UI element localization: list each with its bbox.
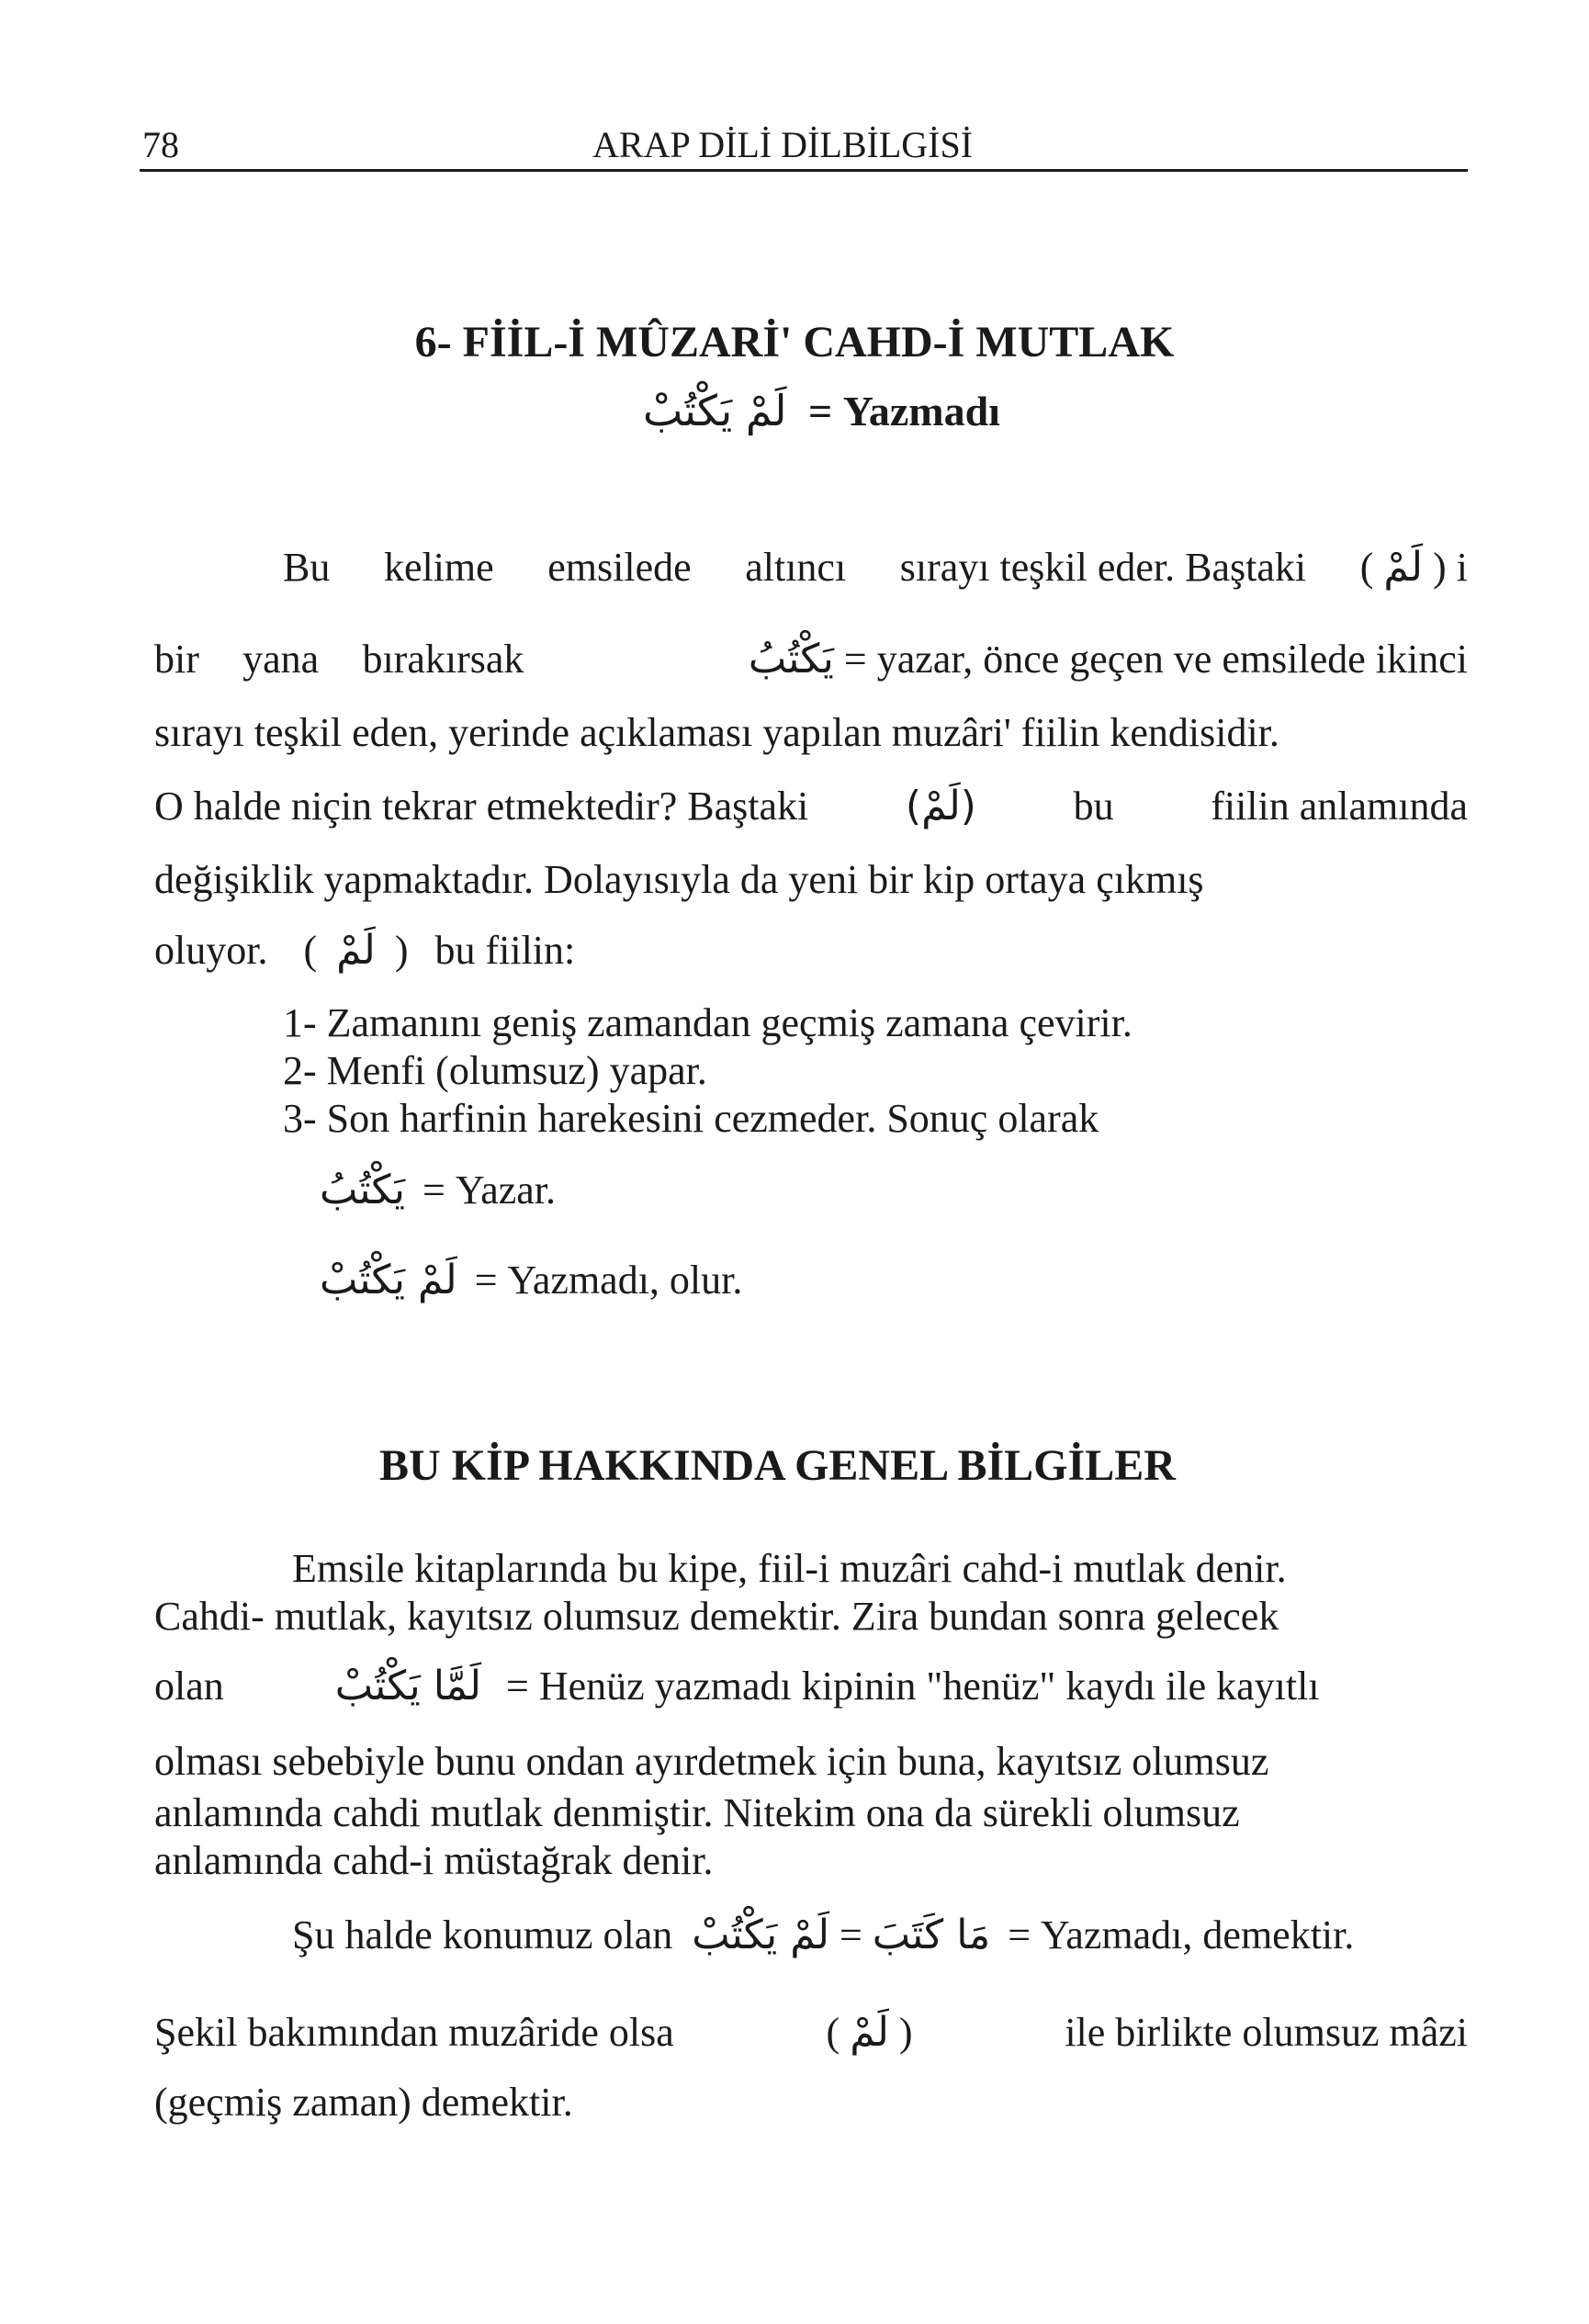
text-run: kelime <box>383 545 494 590</box>
para3-line3: (geçmiş zaman) demektir. <box>154 2080 573 2125</box>
text-run: O halde niçin tekrar etmektedir? Baştaki <box>154 784 809 829</box>
text-run: ile birlikte olumsuz mâzi <box>1065 2010 1468 2055</box>
text-run: Bu <box>283 545 331 590</box>
running-title: ARAP DİLİ DİLBİLGİSİ <box>592 124 974 165</box>
arabic-lam: لَمْ <box>850 2009 889 2056</box>
text-run: olan <box>154 1664 224 1709</box>
equals-sign: = <box>839 1912 862 1957</box>
paren-close: ) <box>898 2010 913 2055</box>
text-run: = Yazar. <box>423 1168 557 1213</box>
text-run: bırakırsak <box>362 637 524 682</box>
para2-line5 <box>154 1789 1468 1836</box>
para1-line3 <box>154 709 1468 756</box>
para2-line1 <box>292 1545 1468 1592</box>
text-run: sırayı teşkil eden, yerinde açıklaması yapılan muzâri' fiilin kendisidir. <box>154 710 1279 755</box>
text-run: bu <box>1073 784 1114 829</box>
text-run: Emsile kitaplarında bu kipe, fiil-i muzâri cahd-i mutlak denir. <box>292 1546 1287 1591</box>
paren-close: ) <box>394 928 409 973</box>
text-run: altıncı <box>745 545 847 590</box>
arabic-lam: لَمْ <box>336 927 376 974</box>
para2-line3 <box>154 1663 1320 1709</box>
arabic-lam-yaktub: لَمْ يَكْتُبْ <box>320 1257 457 1303</box>
section-subtitle <box>643 386 1000 435</box>
para1-line2 <box>154 636 1468 683</box>
text-run: yana <box>242 637 320 682</box>
example-2 <box>320 1257 743 1303</box>
arabic-yaktubu: يَكْتُبُ <box>320 1167 406 1213</box>
list-item: 3- Son harfinin harekesini cezmeder. Sonuç olarak <box>283 1096 1099 1141</box>
subtitle-arabic: لَمْ يَكْتُبْ <box>643 386 787 435</box>
page-number: 78 <box>142 124 179 165</box>
para2-line2 <box>154 1593 1468 1640</box>
header-rule <box>140 169 1468 172</box>
paren-close: ) i <box>1433 545 1468 590</box>
text-run: = Henüz yazmadı kipinin "henüz" kaydı ile kayıtlı <box>506 1664 1320 1709</box>
text-run: değişiklik yapmaktadır. Dolayısıyla da yeni bir kip ortaya çıkmış <box>154 857 1204 902</box>
list-item: 1- Zamanını geniş zamandan geçmiş zamana çevirir. <box>283 1000 1133 1045</box>
arabic-ma-kataba: مَا كَتَبَ <box>872 1912 991 1958</box>
subtitle-text: = Yazmadı <box>808 388 1000 434</box>
para2-line4 <box>154 1738 1468 1785</box>
arabic-lamma-yaktub: لَمَّا يَكْتُبْ <box>334 1663 482 1709</box>
para1-line4 <box>154 783 1468 829</box>
text-run: Şu halde konumuz olan <box>292 1912 673 1957</box>
arabic-lam-paren: (لَمْ) <box>905 783 976 829</box>
text-run: Şekil bakımından muzâride olsa <box>154 2010 674 2055</box>
text-run: oluyor. <box>154 928 268 973</box>
para2-line6: anlamında cahd-i müstağrak denir. <box>154 1838 714 1883</box>
section-title: BU KİP HAKKINDA GENEL BİLGİLER <box>379 1441 1176 1490</box>
para3-line1 <box>292 1912 1355 1958</box>
text-run: bu fiilin: <box>434 928 576 973</box>
arabic-yaktubu: يَكْتُبُ <box>748 636 834 683</box>
section-title: 6- FİİL-İ MÛZARİ' CAHD-İ MUTLAK <box>414 318 1175 367</box>
para3-line2 <box>154 2009 1468 2056</box>
text-run: emsilede <box>547 545 692 590</box>
text-run: olması sebebiyle bunu ondan ayırdetmek için buna, kayıtsız olumsuz <box>154 1739 1269 1784</box>
list-item: 2- Menfi (olumsuz) yapar. <box>283 1048 707 1093</box>
text-run: sırayı teşkil eder. Baştaki <box>899 545 1307 590</box>
text-run: = yazar, önce geçen ve emsilede ikinci <box>843 637 1468 682</box>
arabic-lam-yaktub: لَمْ يَكْتُبْ <box>692 1912 829 1958</box>
paren-open: ( <box>826 2010 840 2055</box>
para1-line1 <box>283 544 1468 591</box>
text-run: = Yazmadı, olur. <box>474 1258 743 1303</box>
paren-open: ( <box>1359 545 1374 590</box>
para1-line6 <box>154 927 576 974</box>
text-run: bir <box>154 637 199 682</box>
text-run: = Yazmadı, demektir. <box>1008 1912 1355 1957</box>
text-run: fiilin anlamında <box>1211 784 1468 829</box>
text-run: anlamında cahdi mutlak denmiştir. Nitekim ona da sürekli olumsuz <box>154 1790 1240 1835</box>
para1-line5 <box>154 856 1468 903</box>
arabic-lam: لَمْ <box>1383 544 1424 591</box>
example-1 <box>320 1167 557 1213</box>
text-run: Cahdi- mutlak, kayıtsız olumsuz demektir. Zira bundan sonra gelecek <box>154 1594 1279 1639</box>
paren-open: ( <box>303 928 318 973</box>
